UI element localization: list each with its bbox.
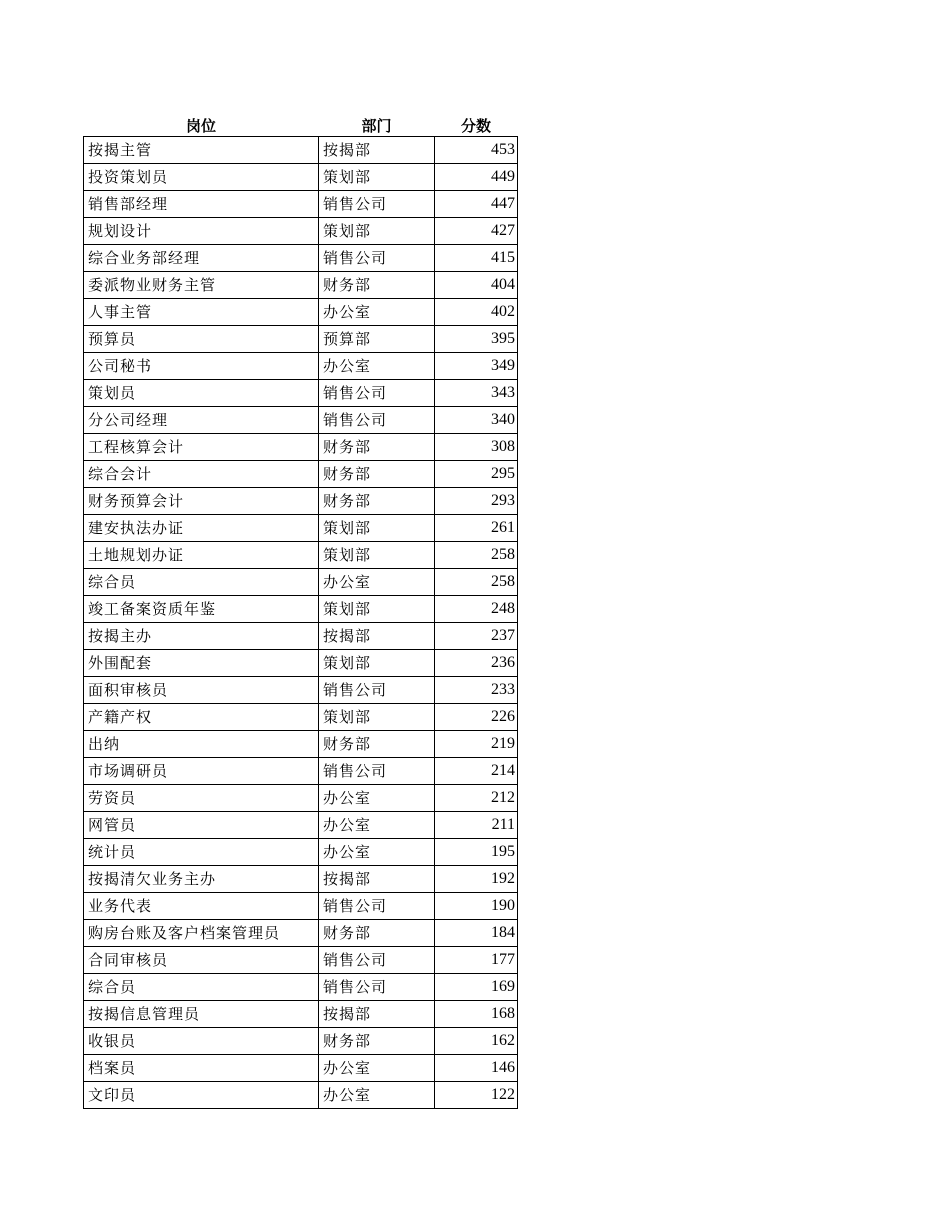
- cell-department: 销售公司: [319, 947, 435, 974]
- table-row: [84, 353, 518, 380]
- cell-position: 按揭信息管理员: [84, 1001, 319, 1028]
- cell-score: 162: [435, 1028, 518, 1055]
- cell-department: 办公室: [319, 569, 435, 596]
- cell-position: 人事主管: [84, 299, 319, 326]
- cell-position: 外围配套: [84, 650, 319, 677]
- cell-position: 财务预算会计: [84, 488, 319, 515]
- cell-score: 233: [435, 677, 518, 704]
- cell-score: 236: [435, 650, 518, 677]
- table-row: [84, 704, 518, 731]
- table-row: [84, 1055, 518, 1082]
- cell-score: 395: [435, 326, 518, 353]
- table-row: [84, 461, 518, 488]
- cell-score: 261: [435, 515, 518, 542]
- cell-score: 192: [435, 866, 518, 893]
- cell-score: 214: [435, 758, 518, 785]
- cell-score: 295: [435, 461, 518, 488]
- table-body: [84, 137, 518, 1109]
- table-row: [84, 623, 518, 650]
- table-row: [84, 866, 518, 893]
- cell-position: 按揭主办: [84, 623, 319, 650]
- table-row: [84, 245, 518, 272]
- table-row: [84, 1082, 518, 1109]
- cell-position: 文印员: [84, 1082, 319, 1109]
- cell-department: 办公室: [319, 839, 435, 866]
- cell-department: 财务部: [319, 461, 435, 488]
- table-row: [84, 974, 518, 1001]
- cell-score: 293: [435, 488, 518, 515]
- cell-department: 办公室: [319, 299, 435, 326]
- cell-score: 449: [435, 164, 518, 191]
- table-row: [84, 137, 518, 164]
- cell-department: 策划部: [319, 164, 435, 191]
- table-row: [84, 164, 518, 191]
- cell-position: 档案员: [84, 1055, 319, 1082]
- table-row: [84, 812, 518, 839]
- cell-score: 447: [435, 191, 518, 218]
- table-row: [84, 326, 518, 353]
- cell-department: 策划部: [319, 650, 435, 677]
- cell-department: 销售公司: [319, 893, 435, 920]
- header-position: 岗位: [185, 117, 216, 135]
- cell-score: 340: [435, 407, 518, 434]
- cell-position: 劳资员: [84, 785, 319, 812]
- cell-department: 办公室: [319, 1082, 435, 1109]
- header-department: 部门: [361, 117, 392, 135]
- cell-department: 财务部: [319, 1028, 435, 1055]
- table-row: [84, 380, 518, 407]
- cell-position: 统计员: [84, 839, 319, 866]
- header-score: 分数: [460, 117, 491, 135]
- cell-position: 市场调研员: [84, 758, 319, 785]
- cell-score: 343: [435, 380, 518, 407]
- cell-score: 211: [435, 812, 518, 839]
- cell-position: 规划设计: [84, 218, 319, 245]
- cell-department: 办公室: [319, 353, 435, 380]
- cell-position: 预算员: [84, 326, 319, 353]
- table-row: [84, 434, 518, 461]
- cell-department: 销售公司: [319, 191, 435, 218]
- table-row: [84, 758, 518, 785]
- cell-department: 财务部: [319, 731, 435, 758]
- cell-position: 策划员: [84, 380, 319, 407]
- cell-score: 146: [435, 1055, 518, 1082]
- cell-position: 综合员: [84, 974, 319, 1001]
- cell-position: 委派物业财务主管: [84, 272, 319, 299]
- cell-department: 策划部: [319, 515, 435, 542]
- cell-department: 办公室: [319, 1055, 435, 1082]
- cell-department: 策划部: [319, 542, 435, 569]
- cell-score: 308: [435, 434, 518, 461]
- cell-score: 195: [435, 839, 518, 866]
- cell-position: 公司秘书: [84, 353, 319, 380]
- cell-position: 出纳: [84, 731, 319, 758]
- table-row: [84, 542, 518, 569]
- table-row: [84, 272, 518, 299]
- cell-department: 财务部: [319, 488, 435, 515]
- cell-department: 策划部: [319, 704, 435, 731]
- table-row: [84, 515, 518, 542]
- cell-department: 财务部: [319, 920, 435, 947]
- cell-score: 258: [435, 542, 518, 569]
- cell-department: 销售公司: [319, 407, 435, 434]
- cell-department: 办公室: [319, 785, 435, 812]
- cell-position: 综合业务部经理: [84, 245, 319, 272]
- table-row: [84, 407, 518, 434]
- cell-position: 产籍产权: [84, 704, 319, 731]
- cell-department: 销售公司: [319, 677, 435, 704]
- cell-position: 购房台账及客户档案管理员: [84, 920, 319, 947]
- cell-position: 分公司经理: [84, 407, 319, 434]
- table-row: [84, 677, 518, 704]
- table-row: [84, 785, 518, 812]
- cell-score: 219: [435, 731, 518, 758]
- cell-score: 427: [435, 218, 518, 245]
- cell-department: 按揭部: [319, 623, 435, 650]
- table-row: [84, 893, 518, 920]
- table-row: [84, 839, 518, 866]
- table-row: [84, 920, 518, 947]
- cell-department: 财务部: [319, 272, 435, 299]
- table-row: [84, 218, 518, 245]
- table-row: [84, 299, 518, 326]
- cell-score: 349: [435, 353, 518, 380]
- cell-department: 销售公司: [319, 380, 435, 407]
- cell-position: 建安执法办证: [84, 515, 319, 542]
- cell-position: 网管员: [84, 812, 319, 839]
- cell-score: 168: [435, 1001, 518, 1028]
- cell-department: 销售公司: [319, 974, 435, 1001]
- table-row: [84, 947, 518, 974]
- cell-score: 237: [435, 623, 518, 650]
- cell-score: 190: [435, 893, 518, 920]
- cell-score: 169: [435, 974, 518, 1001]
- cell-position: 土地规划办证: [84, 542, 319, 569]
- cell-score: 404: [435, 272, 518, 299]
- cell-score: 184: [435, 920, 518, 947]
- cell-department: 销售公司: [319, 245, 435, 272]
- cell-department: 办公室: [319, 812, 435, 839]
- cell-department: 按揭部: [319, 1001, 435, 1028]
- table-row: [84, 191, 518, 218]
- table-row: [84, 488, 518, 515]
- cell-position: 按揭主管: [84, 137, 319, 164]
- cell-department: 财务部: [319, 434, 435, 461]
- cell-score: 453: [435, 137, 518, 164]
- table-row: [84, 650, 518, 677]
- cell-position: 竣工备案资质年鉴: [84, 596, 319, 623]
- cell-position: 合同审核员: [84, 947, 319, 974]
- cell-position: 综合员: [84, 569, 319, 596]
- table-row: [84, 1028, 518, 1055]
- cell-position: 投资策划员: [84, 164, 319, 191]
- cell-score: 122: [435, 1082, 518, 1109]
- score-table: [83, 110, 518, 1109]
- cell-department: 策划部: [319, 596, 435, 623]
- table-row: [84, 569, 518, 596]
- cell-score: 415: [435, 245, 518, 272]
- table-row: [84, 731, 518, 758]
- cell-department: 按揭部: [319, 137, 435, 164]
- cell-score: 258: [435, 569, 518, 596]
- header-row: [84, 110, 518, 137]
- table-row: [84, 596, 518, 623]
- cell-score: 248: [435, 596, 518, 623]
- cell-position: 面积审核员: [84, 677, 319, 704]
- cell-department: 策划部: [319, 218, 435, 245]
- cell-department: 销售公司: [319, 758, 435, 785]
- cell-position: 销售部经理: [84, 191, 319, 218]
- cell-position: 业务代表: [84, 893, 319, 920]
- table-row: [84, 1001, 518, 1028]
- cell-score: 177: [435, 947, 518, 974]
- cell-position: 综合会计: [84, 461, 319, 488]
- cell-position: 工程核算会计: [84, 434, 319, 461]
- cell-position: 按揭清欠业务主办: [84, 866, 319, 893]
- cell-department: 按揭部: [319, 866, 435, 893]
- cell-score: 402: [435, 299, 518, 326]
- cell-score: 212: [435, 785, 518, 812]
- cell-score: 226: [435, 704, 518, 731]
- cell-position: 收银员: [84, 1028, 319, 1055]
- cell-department: 预算部: [319, 326, 435, 353]
